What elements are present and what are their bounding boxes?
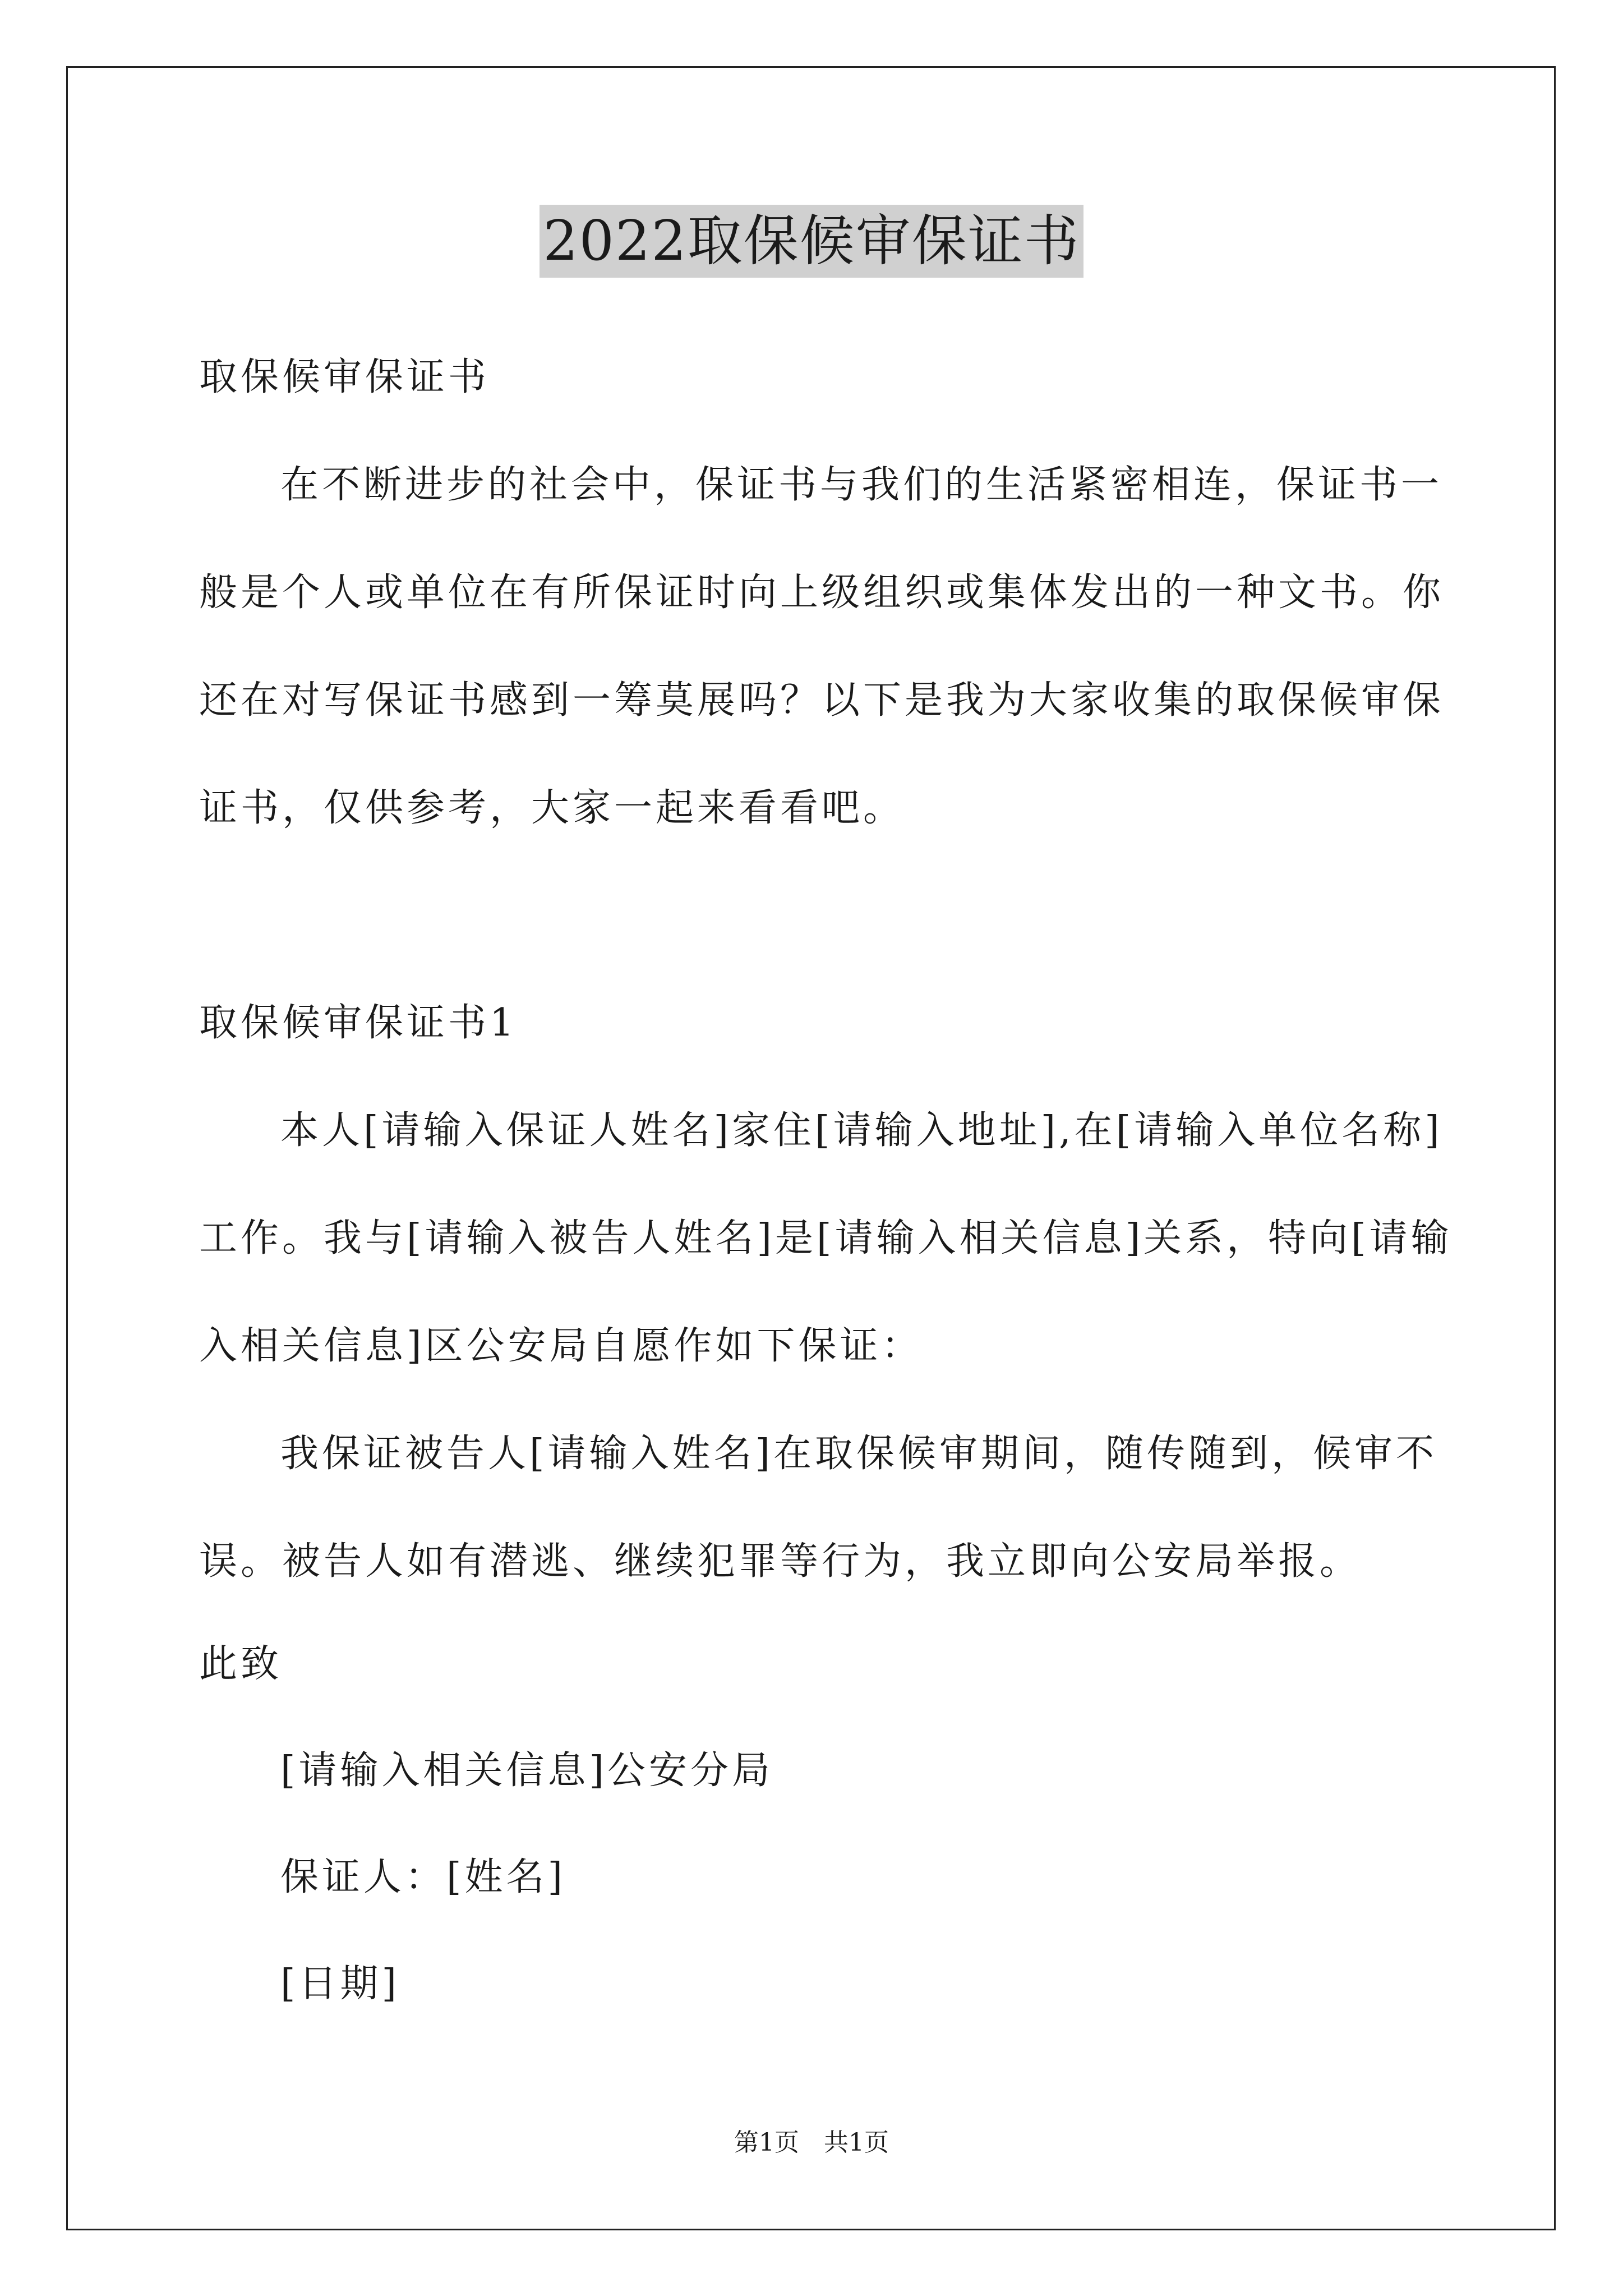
recipient-text: [请输入相关信息]公安分局 bbox=[280, 1749, 774, 1793]
body-line: 工作。我与[请输入被告人姓名]是[请输入相关信息]关系，特向[请输 bbox=[199, 1216, 1453, 1260]
body-line: 入相关信息]区公安局自愿作如下保证： bbox=[199, 1324, 923, 1368]
page-footer: 第1页 共1页 bbox=[734, 2128, 889, 2157]
date-text: [日期] bbox=[280, 1962, 400, 2006]
body-line: 本人[请输入保证人姓名]家住[请输入地址],在[请输入单位名称] bbox=[280, 1108, 1443, 1153]
body-line: 我保证被告人[请输入姓名]在取保候审期间，随传随到，候审不 bbox=[280, 1432, 1438, 1476]
closing-text: 此致 bbox=[199, 1642, 283, 1686]
section-heading: 取保候审保证书1 bbox=[199, 1001, 518, 1045]
title-container bbox=[0, 205, 1623, 278]
guarantor-text: 保证人：[姓名] bbox=[280, 1855, 566, 1899]
intro-line: 般是个人或单位在有所保证时向上级组织或集体发出的一种文书。你 bbox=[199, 570, 1445, 615]
body-line: 误。被告人如有潜逃、继续犯罪等行为，我立即向公安局举报。 bbox=[199, 1539, 1362, 1584]
intro-line: 在不断进步的社会中，保证书与我们的生活紧密相连，保证书一 bbox=[280, 463, 1443, 507]
intro-line: 还在对写保证书感到一筹莫展吗？以下是我为大家收集的取保候审保 bbox=[199, 678, 1445, 723]
document-title: 2022取保候审保证书 bbox=[540, 205, 1083, 278]
intro-line: 证书，仅供参考，大家一起来看看吧。 bbox=[199, 786, 905, 830]
document-subtitle: 取保候审保证书 bbox=[199, 355, 490, 399]
